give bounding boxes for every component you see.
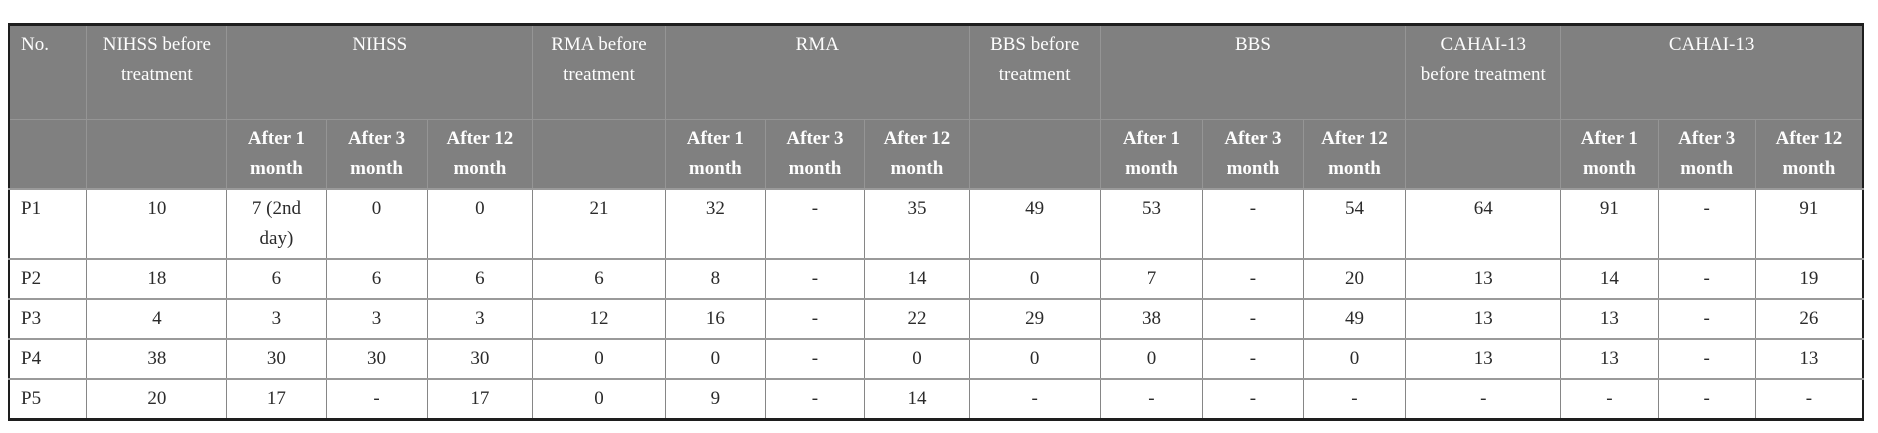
data-cell: - <box>1203 259 1303 299</box>
subcolumn-header-cell: After 12 month <box>1303 120 1406 190</box>
data-cell: 38 <box>87 339 227 379</box>
table-container <box>8 23 1864 421</box>
subcolumn-header-cell: After 3 month <box>1658 120 1755 190</box>
row-label-cell: P4 <box>9 339 87 379</box>
data-cell: - <box>1303 379 1406 420</box>
data-cell: - <box>1203 339 1303 379</box>
row-label-cell: P2 <box>9 259 87 299</box>
data-cell: 0 <box>326 189 427 259</box>
data-cell: 4 <box>87 299 227 339</box>
group-header-cell: CAHAI-13 <box>1561 25 1863 120</box>
data-cell: - <box>969 379 1100 420</box>
subcolumn-header-cell: After 1 month <box>227 120 326 190</box>
empty-header-cell <box>1406 120 1561 190</box>
data-cell: - <box>1658 189 1755 259</box>
data-cell: 13 <box>1406 299 1561 339</box>
column-header-cell: NIHSS before treatment <box>87 25 227 120</box>
data-cell: 20 <box>87 379 227 420</box>
data-cell: 16 <box>665 299 765 339</box>
group-header-cell: RMA <box>665 25 969 120</box>
empty-header-cell <box>969 120 1100 190</box>
row-label-cell: P3 <box>9 299 87 339</box>
empty-header-cell <box>9 120 87 190</box>
row-label-cell: P5 <box>9 379 87 420</box>
data-cell: 30 <box>427 339 533 379</box>
data-cell: - <box>765 299 864 339</box>
data-cell: 17 <box>227 379 326 420</box>
data-cell: 13 <box>1561 339 1658 379</box>
data-cell: 0 <box>533 379 666 420</box>
table-body <box>9 189 1863 420</box>
data-cell: - <box>1203 299 1303 339</box>
data-cell: 10 <box>87 189 227 259</box>
data-cell: 26 <box>1755 299 1863 339</box>
data-cell: - <box>1406 379 1561 420</box>
subcolumn-header-cell: After 12 month <box>865 120 970 190</box>
empty-header-cell <box>533 120 666 190</box>
data-cell: 8 <box>665 259 765 299</box>
header-row-groups <box>9 25 1863 120</box>
data-cell: 6 <box>326 259 427 299</box>
data-cell: 20 <box>1303 259 1406 299</box>
data-cell: 32 <box>665 189 765 259</box>
data-cell: 53 <box>1100 189 1203 259</box>
data-cell: 17 <box>427 379 533 420</box>
data-cell: 9 <box>665 379 765 420</box>
data-cell: - <box>1755 379 1863 420</box>
column-header-cell: CAHAI-13 before treatment <box>1406 25 1561 120</box>
data-cell: - <box>1100 379 1203 420</box>
table-head <box>9 25 1863 190</box>
data-cell: 54 <box>1303 189 1406 259</box>
data-cell: 21 <box>533 189 666 259</box>
data-cell: 6 <box>227 259 326 299</box>
column-header-cell: No. <box>9 25 87 120</box>
data-cell: - <box>765 189 864 259</box>
data-cell: 49 <box>969 189 1100 259</box>
data-cell: 0 <box>533 339 666 379</box>
subcolumn-header-cell: After 1 month <box>665 120 765 190</box>
header-row-subcolumns <box>9 120 1863 190</box>
data-cell: 0 <box>1100 339 1203 379</box>
data-cell: - <box>1203 379 1303 420</box>
data-cell: - <box>326 379 427 420</box>
data-cell: 49 <box>1303 299 1406 339</box>
data-cell: 7 (2nd day) <box>227 189 326 259</box>
data-cell: 0 <box>865 339 970 379</box>
data-cell: 6 <box>427 259 533 299</box>
data-cell: 14 <box>1561 259 1658 299</box>
column-header-cell: BBS before treatment <box>969 25 1100 120</box>
data-cell: 13 <box>1406 339 1561 379</box>
patient-outcomes-table <box>8 23 1864 421</box>
data-cell: 0 <box>969 339 1100 379</box>
data-cell: - <box>765 259 864 299</box>
patient-row <box>9 259 1863 299</box>
data-cell: - <box>1561 379 1658 420</box>
data-cell: - <box>1658 259 1755 299</box>
patient-row <box>9 299 1863 339</box>
data-cell: 0 <box>665 339 765 379</box>
data-cell: - <box>1658 339 1755 379</box>
data-cell: 6 <box>533 259 666 299</box>
data-cell: 91 <box>1755 189 1863 259</box>
data-cell: 13 <box>1561 299 1658 339</box>
column-header-cell: RMA before treatment <box>533 25 666 120</box>
subcolumn-header-cell: After 3 month <box>765 120 864 190</box>
data-cell: 22 <box>865 299 970 339</box>
subcolumn-header-cell: After 1 month <box>1561 120 1658 190</box>
data-cell: 30 <box>227 339 326 379</box>
patient-row <box>9 379 1863 420</box>
data-cell: 38 <box>1100 299 1203 339</box>
data-cell: 12 <box>533 299 666 339</box>
data-cell: 35 <box>865 189 970 259</box>
row-label-cell: P1 <box>9 189 87 259</box>
data-cell: - <box>1658 379 1755 420</box>
data-cell: 29 <box>969 299 1100 339</box>
data-cell: 14 <box>865 259 970 299</box>
patient-row <box>9 189 1863 259</box>
group-header-cell: BBS <box>1100 25 1406 120</box>
data-cell: 0 <box>427 189 533 259</box>
data-cell: 91 <box>1561 189 1658 259</box>
subcolumn-header-cell: After 3 month <box>326 120 427 190</box>
data-cell: 13 <box>1406 259 1561 299</box>
data-cell: 30 <box>326 339 427 379</box>
subcolumn-header-cell: After 3 month <box>1203 120 1303 190</box>
data-cell: - <box>765 339 864 379</box>
empty-header-cell <box>87 120 227 190</box>
data-cell: 3 <box>227 299 326 339</box>
group-header-cell: NIHSS <box>227 25 533 120</box>
data-cell: 19 <box>1755 259 1863 299</box>
data-cell: 13 <box>1755 339 1863 379</box>
subcolumn-header-cell: After 12 month <box>1755 120 1863 190</box>
data-cell: 7 <box>1100 259 1203 299</box>
data-cell: 3 <box>326 299 427 339</box>
data-cell: - <box>765 379 864 420</box>
data-cell: 0 <box>969 259 1100 299</box>
data-cell: 14 <box>865 379 970 420</box>
subcolumn-header-cell: After 12 month <box>427 120 533 190</box>
data-cell: - <box>1203 189 1303 259</box>
subcolumn-header-cell: After 1 month <box>1100 120 1203 190</box>
data-cell: 0 <box>1303 339 1406 379</box>
patient-row <box>9 339 1863 379</box>
data-cell: 64 <box>1406 189 1561 259</box>
data-cell: - <box>1658 299 1755 339</box>
data-cell: 18 <box>87 259 227 299</box>
data-cell: 3 <box>427 299 533 339</box>
